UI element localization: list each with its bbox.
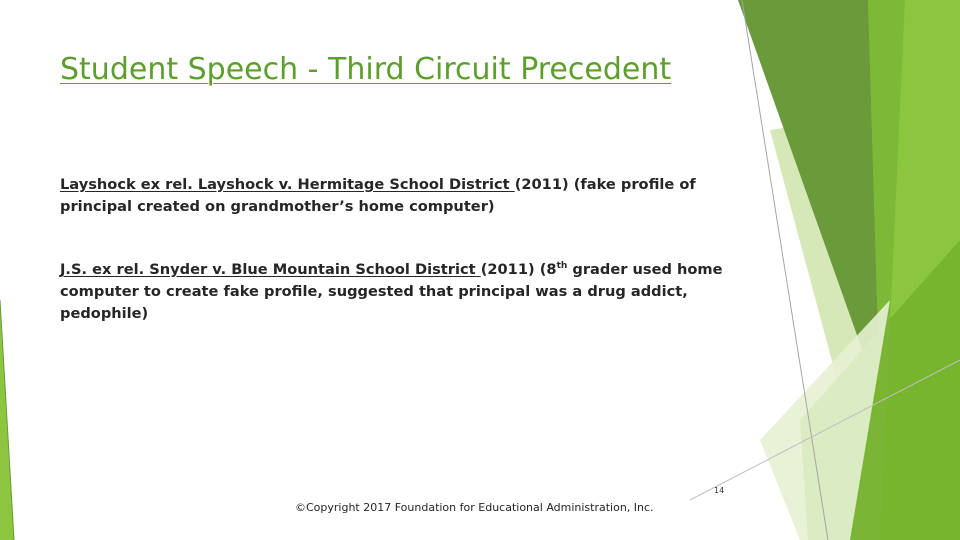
- case-name-snyder[interactable]: J.S. ex rel. Snyder v. Blue Mountain School District: [60, 261, 481, 278]
- paragraph-layshock: [60, 174, 730, 218]
- page-number: 14: [714, 486, 725, 495]
- ordinal-superscript: th: [556, 261, 568, 272]
- paragraph-snyder-pre: (2011) (8: [480, 261, 557, 278]
- case-name-layshock[interactable]: Layshock ex rel. Layshock v. Hermitage School District: [60, 176, 515, 193]
- copyright-footer: ©Copyright 2017 Foundation for Educational Administration, Inc.: [295, 501, 654, 514]
- paragraph-snyder: [60, 259, 730, 325]
- paragraph-snyder-text: grader used home computer to create fake profile, suggested that principal was a drug addict, pedophile): [60, 261, 723, 322]
- slide-title: Student Speech - Third Circuit Precedent: [60, 52, 672, 87]
- paragraph-layshock-text: (2011) (fake profile of principal created on grandmother’s home computer): [60, 176, 696, 215]
